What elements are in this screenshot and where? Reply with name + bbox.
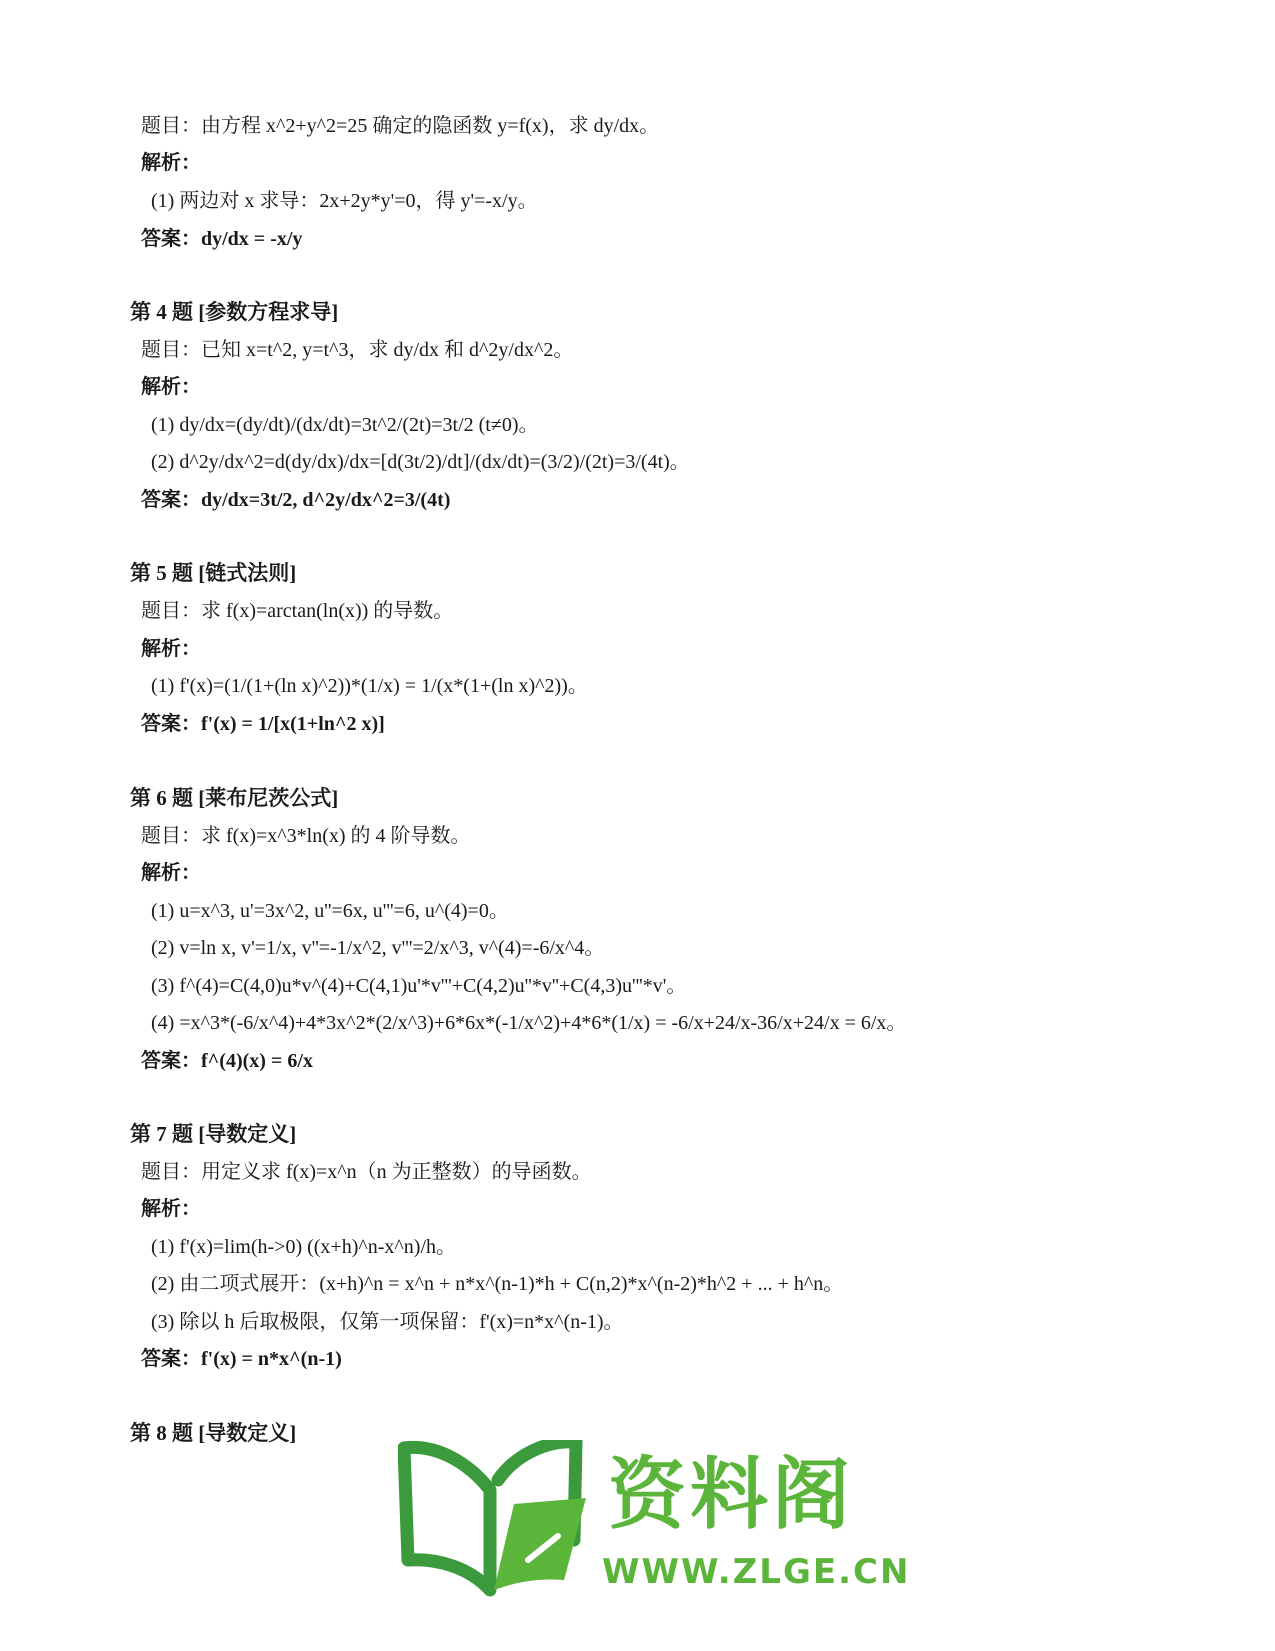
analysis-label: 解析： <box>141 376 201 398</box>
answer-text: 答案：f^(4)(x) = 6/x <box>141 1050 313 1072</box>
analysis-step: (3) 除以 h 后取极限，仅第一项保留：f'(x)=n*x^(n-1)。 <box>151 1311 624 1333</box>
answer-text: 答案：dy/dx=3t/2, d^2y/dx^2=3/(4t) <box>141 489 451 511</box>
analysis-step: (1) f'(x)=lim(h->0) ((x+h)^n-x^n)/h。 <box>151 1236 457 1258</box>
answer-text: 答案：f'(x) = 1/[x(1+ln^2 x)] <box>141 713 385 735</box>
analysis-step: (4) =x^3*(-6/x^4)+4*3x^2*(2/x^3)+6*6x*(-1/x^2)+4*6*(1/x) = -6/x+24/x-36/x+24/x = 6/x。 <box>151 1012 907 1034</box>
question-text: 题目：求 f(x)=arctan(ln(x)) 的导数。 <box>141 600 454 622</box>
question-heading: 第 5 题 [链式法则] <box>130 561 297 585</box>
question-text: 题目：已知 x=t^2, y=t^3，求 dy/dx 和 d^2y/dx^2。 <box>141 339 574 361</box>
analysis-label: 解析： <box>141 862 201 884</box>
watermark-url: WWW.ZLGE.CN <box>602 1552 911 1592</box>
analysis-step: (2) 由二项式展开：(x+h)^n = x^n + n*x^(n-1)*h + C(n,2)*x^(n-2)*h^2 + ... + h^n。 <box>151 1273 844 1295</box>
analysis-label: 解析： <box>141 638 201 660</box>
answer-text: 答案：dy/dx = -x/y <box>141 228 303 250</box>
analysis-step: (1) dy/dx=(dy/dt)/(dx/dt)=3t^2/(2t)=3t/2 (t≠0)。 <box>151 414 539 436</box>
analysis-label: 解析： <box>141 152 201 174</box>
question-heading: 第 8 题 [导数定义] <box>130 1421 297 1445</box>
analysis-step: (2) d^2y/dx^2=d(dy/dx)/dx=[d(3t/2)/dt]/(dx/dt)=(3/2)/(2t)=3/(4t)。 <box>151 451 690 473</box>
answer-text: 答案：f'(x) = n*x^(n-1) <box>141 1348 342 1370</box>
analysis-step: (3) f^(4)=C(4,0)u*v^(4)+C(4,1)u'*v'''+C(4,2)u''*v''+C(4,3)u'''*v'。 <box>151 975 687 997</box>
book-logo-icon <box>398 1440 598 1600</box>
watermark-title: 资料阁 <box>608 1450 855 1540</box>
question-text: 题目：用定义求 f(x)=x^n（n 为正整数）的导函数。 <box>141 1161 592 1183</box>
question-text: 题目：求 f(x)=x^3*ln(x) 的 4 阶导数。 <box>141 825 471 847</box>
analysis-step: (1) 两边对 x 求导：2x+2y*y'=0，得 y'=-x/y。 <box>151 190 538 212</box>
analysis-step: (1) f'(x)=(1/(1+(ln x)^2))*(1/x) = 1/(x*(1+(ln x)^2))。 <box>151 675 588 697</box>
question-text: 题目：由方程 x^2+y^2=25 确定的隐函数 y=f(x)，求 dy/dx。 <box>141 115 660 137</box>
question-heading: 第 6 题 [莱布尼茨公式] <box>130 786 339 810</box>
watermark <box>398 1440 911 1600</box>
analysis-label: 解析： <box>141 1198 201 1220</box>
analysis-step: (2) v=ln x, v'=1/x, v''=-1/x^2, v'''=2/x^3, v^(4)=-6/x^4。 <box>151 937 605 959</box>
question-heading: 第 7 题 [导数定义] <box>130 1122 297 1146</box>
question-heading: 第 4 题 [参数方程求导] <box>130 300 339 324</box>
analysis-step: (1) u=x^3, u'=3x^2, u''=6x, u'''=6, u^(4)=0。 <box>151 900 509 922</box>
